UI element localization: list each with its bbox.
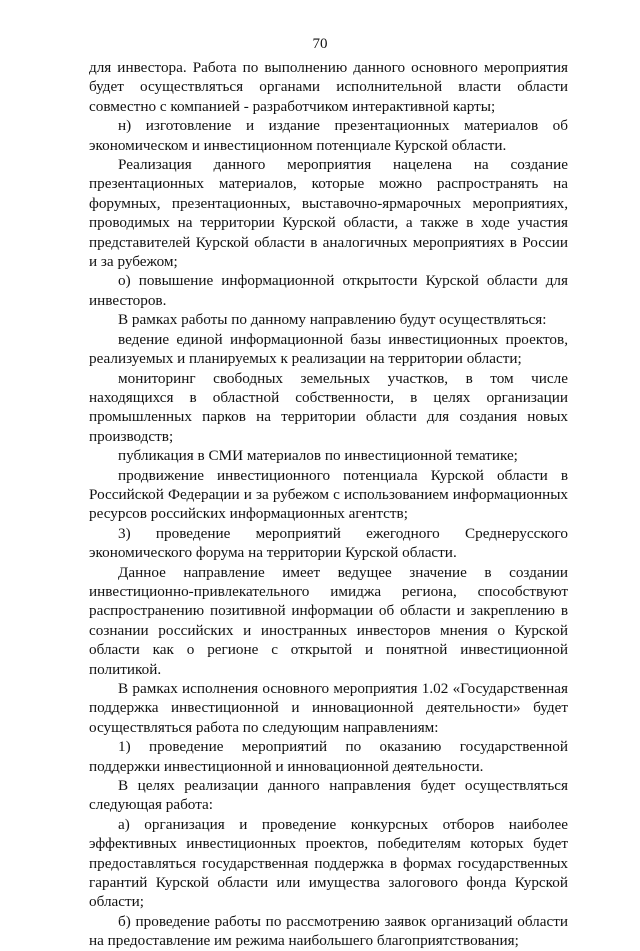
document-body [89,58,568,951]
paragraph: В целях реализации данного направления будет осуществляться следующая работа: [89,777,568,814]
paragraph: о) повышение информационной открытости Курской области для инвесторов. [89,272,568,309]
paragraph: а) организация и проведение конкурсных отборов наиболее эффективных инвестиционных проектов, победителям которых будет предоставляться государственная поддержка в формах государственных гарантий Курской области или имущества залогового фонда Курской области; [89,815,568,911]
paragraph: Данное направление имеет ведущее значение в создании инвестиционно-привлекательного имиджа региона, способствуют распространению позитивной информации об области и закреплению в сознании российских и иностранных инвесторов мнения о Курской области как о регионе с открытой и понятной инвестиционной политикой. [89,563,568,678]
paragraph: ведение единой информационной базы инвестиционных проектов, реализуемых и планируемых к реализации на территории области; [89,330,568,368]
paragraph: В рамках исполнения основного мероприятия 1.02 «Государственная поддержка инвестиционной и инновационной деятельности» будет осуществляться работа по следующим направлениям: [89,680,568,736]
paragraph: публикация в СМИ материалов по инвестиционной тематике; [118,447,518,465]
paragraph: В рамках работы по данному направлению будут осуществляться: [118,311,547,329]
paragraph: н) изготовление и издание презентационных материалов об экономическом и инвестиционном потенциале Курской области. [89,117,568,154]
paragraph: 1) проведение мероприятий по оказанию государственной поддержки инвестиционной и инновационной деятельности. [89,738,568,775]
paragraph: мониторинг свободных земельных участков, в том числе находящихся в областной собственности, в целях организации промышленных парков на территории области для создания новых производств; [89,369,568,445]
paragraph: для инвестора. Работа по выполнению данного основного мероприятия будет осуществляться органами исполнительной власти области совместно с компанией - разработчиком интерактивной карты; [89,59,568,115]
paragraph: 3) проведение мероприятий ежегодного Среднерусского экономического форума на территории Курской области. [89,524,568,562]
page-number: 70 [312,36,328,52]
paragraph: Реализация данного мероприятия нацелена на создание презентационных материалов, которые можно распространять на форумных, презентационных, выставочно-ярмарочных мероприятиях, проводимых на территории Курской области, а также в ходе участия представителей Курской области в аналогичных мероприятиях в России и за рубежом; [89,156,568,271]
paragraph: продвижение инвестиционного потенциала Курской области в Российской Федерации и за рубежом с использованием информационных ресурсов российских информационных агентств; [89,466,568,523]
paragraph: б) проведение работы по рассмотрению заявок организаций области на предоставление им режима наибольшего благоприятствования; [89,912,568,950]
